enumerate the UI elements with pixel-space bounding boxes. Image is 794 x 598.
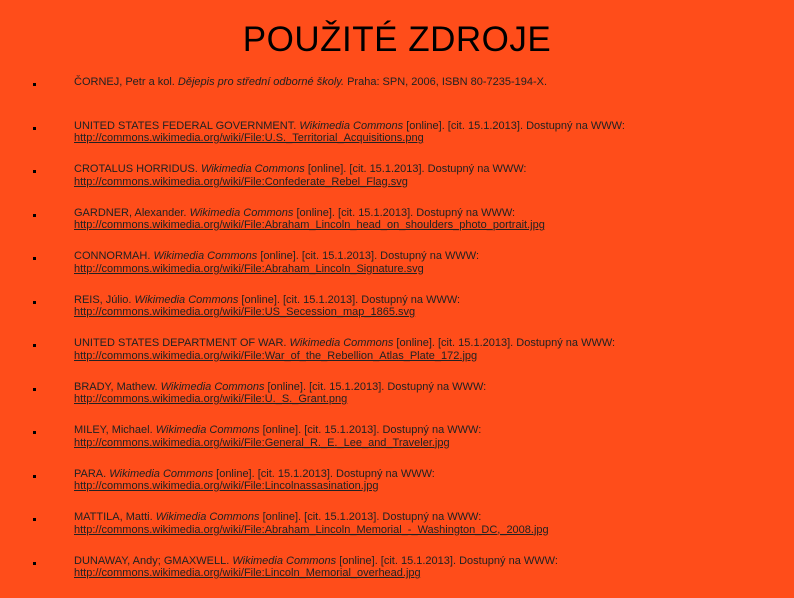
reference-citation	[74, 120, 794, 133]
reference-work-title: Wikimedia Commons	[109, 468, 213, 480]
reference-details: [online]. [cit. 15.1.2013]. Dostupný na WWW:	[339, 555, 558, 567]
reference-work-title: Dějepis pro střední odborné školy.	[178, 76, 344, 88]
reference-item	[0, 468, 794, 512]
reference-details: [online]. [cit. 15.1.2013]. Dostupný na WWW:	[241, 294, 460, 306]
reference-item	[0, 294, 794, 338]
reference-citation	[74, 207, 794, 220]
page-title: POUŽITÉ ZDROJE	[0, 20, 794, 60]
reference-details: [online]. [cit. 15.1.2013]. Dostupný na WWW:	[308, 163, 527, 175]
reference-author: REIS, Júlio.	[74, 294, 131, 306]
reference-details: [online]. [cit. 15.1.2013]. Dostupný na WWW:	[260, 250, 479, 262]
reference-work-title: Wikimedia Commons	[135, 294, 239, 306]
reference-item	[0, 163, 794, 207]
reference-citation	[74, 511, 794, 524]
bullet-icon	[33, 214, 36, 217]
reference-author: UNITED STATES DEPARTMENT OF WAR.	[74, 337, 286, 349]
reference-work-title: Wikimedia Commons	[156, 424, 260, 436]
reference-citation	[74, 294, 794, 307]
reference-item	[0, 424, 794, 468]
reference-author: MATTILA, Matti.	[74, 511, 153, 523]
reference-item	[0, 76, 794, 120]
reference-details: [online]. [cit. 15.1.2013]. Dostupný na WWW:	[396, 337, 615, 349]
reference-author: MILEY, Michael.	[74, 424, 153, 436]
reference-work-title: Wikimedia Commons	[153, 250, 257, 262]
reference-item	[0, 511, 794, 555]
reference-work-title: Wikimedia Commons	[190, 207, 294, 219]
reference-link[interactable]: http://commons.wikimedia.org/wiki/File:U.S._Territorial_Acquisitions.png	[74, 132, 794, 145]
bullet-icon	[33, 301, 36, 304]
reference-details: Praha: SPN, 2006, ISBN 80-7235-194-X.	[347, 76, 547, 88]
reference-citation	[74, 163, 794, 176]
bullet-icon	[33, 388, 36, 391]
bullet-icon	[33, 170, 36, 173]
reference-citation	[74, 250, 794, 263]
reference-details: [online]. [cit. 15.1.2013]. Dostupný na WWW:	[216, 468, 435, 480]
reference-item	[0, 250, 794, 294]
reference-citation	[74, 337, 794, 350]
reference-item	[0, 381, 794, 425]
bullet-icon	[33, 431, 36, 434]
reference-author: UNITED STATES FEDERAL GOVERNMENT.	[74, 120, 296, 132]
reference-item	[0, 337, 794, 381]
reference-link[interactable]: http://commons.wikimedia.org/wiki/File:U._S._Grant.png	[74, 393, 794, 406]
reference-details: [online]. [cit. 15.1.2013]. Dostupný na WWW:	[268, 381, 487, 393]
reference-author: PARA.	[74, 468, 106, 480]
reference-details: [online]. [cit. 15.1.2013]. Dostupný na WWW:	[263, 424, 482, 436]
reference-author: CONNORMAH.	[74, 250, 150, 262]
reference-author: GARDNER, Alexander.	[74, 207, 187, 219]
reference-details: [online]. [cit. 15.1.2013]. Dostupný na WWW:	[263, 511, 482, 523]
reference-work-title: Wikimedia Commons	[232, 555, 336, 567]
reference-author: ČORNEJ, Petr a kol.	[74, 76, 175, 88]
reference-item	[0, 207, 794, 251]
reference-citation	[74, 76, 794, 89]
reference-link[interactable]: http://commons.wikimedia.org/wiki/File:Lincolnassasination.jpg	[74, 480, 794, 493]
reference-details: [online]. [cit. 15.1.2013]. Dostupný na WWW:	[296, 207, 515, 219]
reference-citation	[74, 468, 794, 481]
bullet-icon	[33, 518, 36, 521]
reference-link[interactable]: http://commons.wikimedia.org/wiki/File:Confederate_Rebel_Flag.svg	[74, 176, 794, 189]
reference-link[interactable]: http://commons.wikimedia.org/wiki/File:Lincoln_Memorial_overhead.jpg	[74, 567, 794, 580]
bullet-icon	[33, 562, 36, 565]
reference-item	[0, 555, 794, 598]
bullet-icon	[33, 344, 36, 347]
reference-link[interactable]: http://commons.wikimedia.org/wiki/File:Abraham_Lincoln_Memorial_-_Washington_DC,_2008.jpg	[74, 524, 794, 537]
reference-link[interactable]: http://commons.wikimedia.org/wiki/File:Abraham_Lincoln_Signature.svg	[74, 263, 794, 276]
bullet-icon	[33, 83, 36, 86]
reference-citation	[74, 381, 794, 394]
reference-work-title: Wikimedia Commons	[156, 511, 260, 523]
reference-author: CROTALUS HORRIDUS.	[74, 163, 198, 175]
reference-link[interactable]: http://commons.wikimedia.org/wiki/File:War_of_the_Rebellion_Atlas_Plate_172.jpg	[74, 350, 794, 363]
reference-work-title: Wikimedia Commons	[290, 337, 394, 349]
reference-item	[0, 120, 794, 164]
reference-author: BRADY, Mathew.	[74, 381, 158, 393]
reference-link[interactable]: http://commons.wikimedia.org/wiki/File:General_R._E._Lee_and_Traveler.jpg	[74, 437, 794, 450]
reference-author: DUNAWAY, Andy; GMAXWELL.	[74, 555, 229, 567]
bullet-icon	[33, 257, 36, 260]
reference-work-title: Wikimedia Commons	[201, 163, 305, 175]
reference-work-title: Wikimedia Commons	[161, 381, 265, 393]
references-list	[0, 76, 794, 598]
reference-link[interactable]: http://commons.wikimedia.org/wiki/File:Abraham_Lincoln_head_on_shoulders_photo_portrait.jpg	[74, 219, 794, 232]
reference-citation	[74, 424, 794, 437]
reference-details: [online]. [cit. 15.1.2013]. Dostupný na WWW:	[406, 120, 625, 132]
reference-citation	[74, 555, 794, 568]
bullet-icon	[33, 475, 36, 478]
reference-work-title: Wikimedia Commons	[299, 120, 403, 132]
bullet-icon	[33, 127, 36, 130]
reference-link[interactable]: http://commons.wikimedia.org/wiki/File:US_Secession_map_1865.svg	[74, 306, 794, 319]
